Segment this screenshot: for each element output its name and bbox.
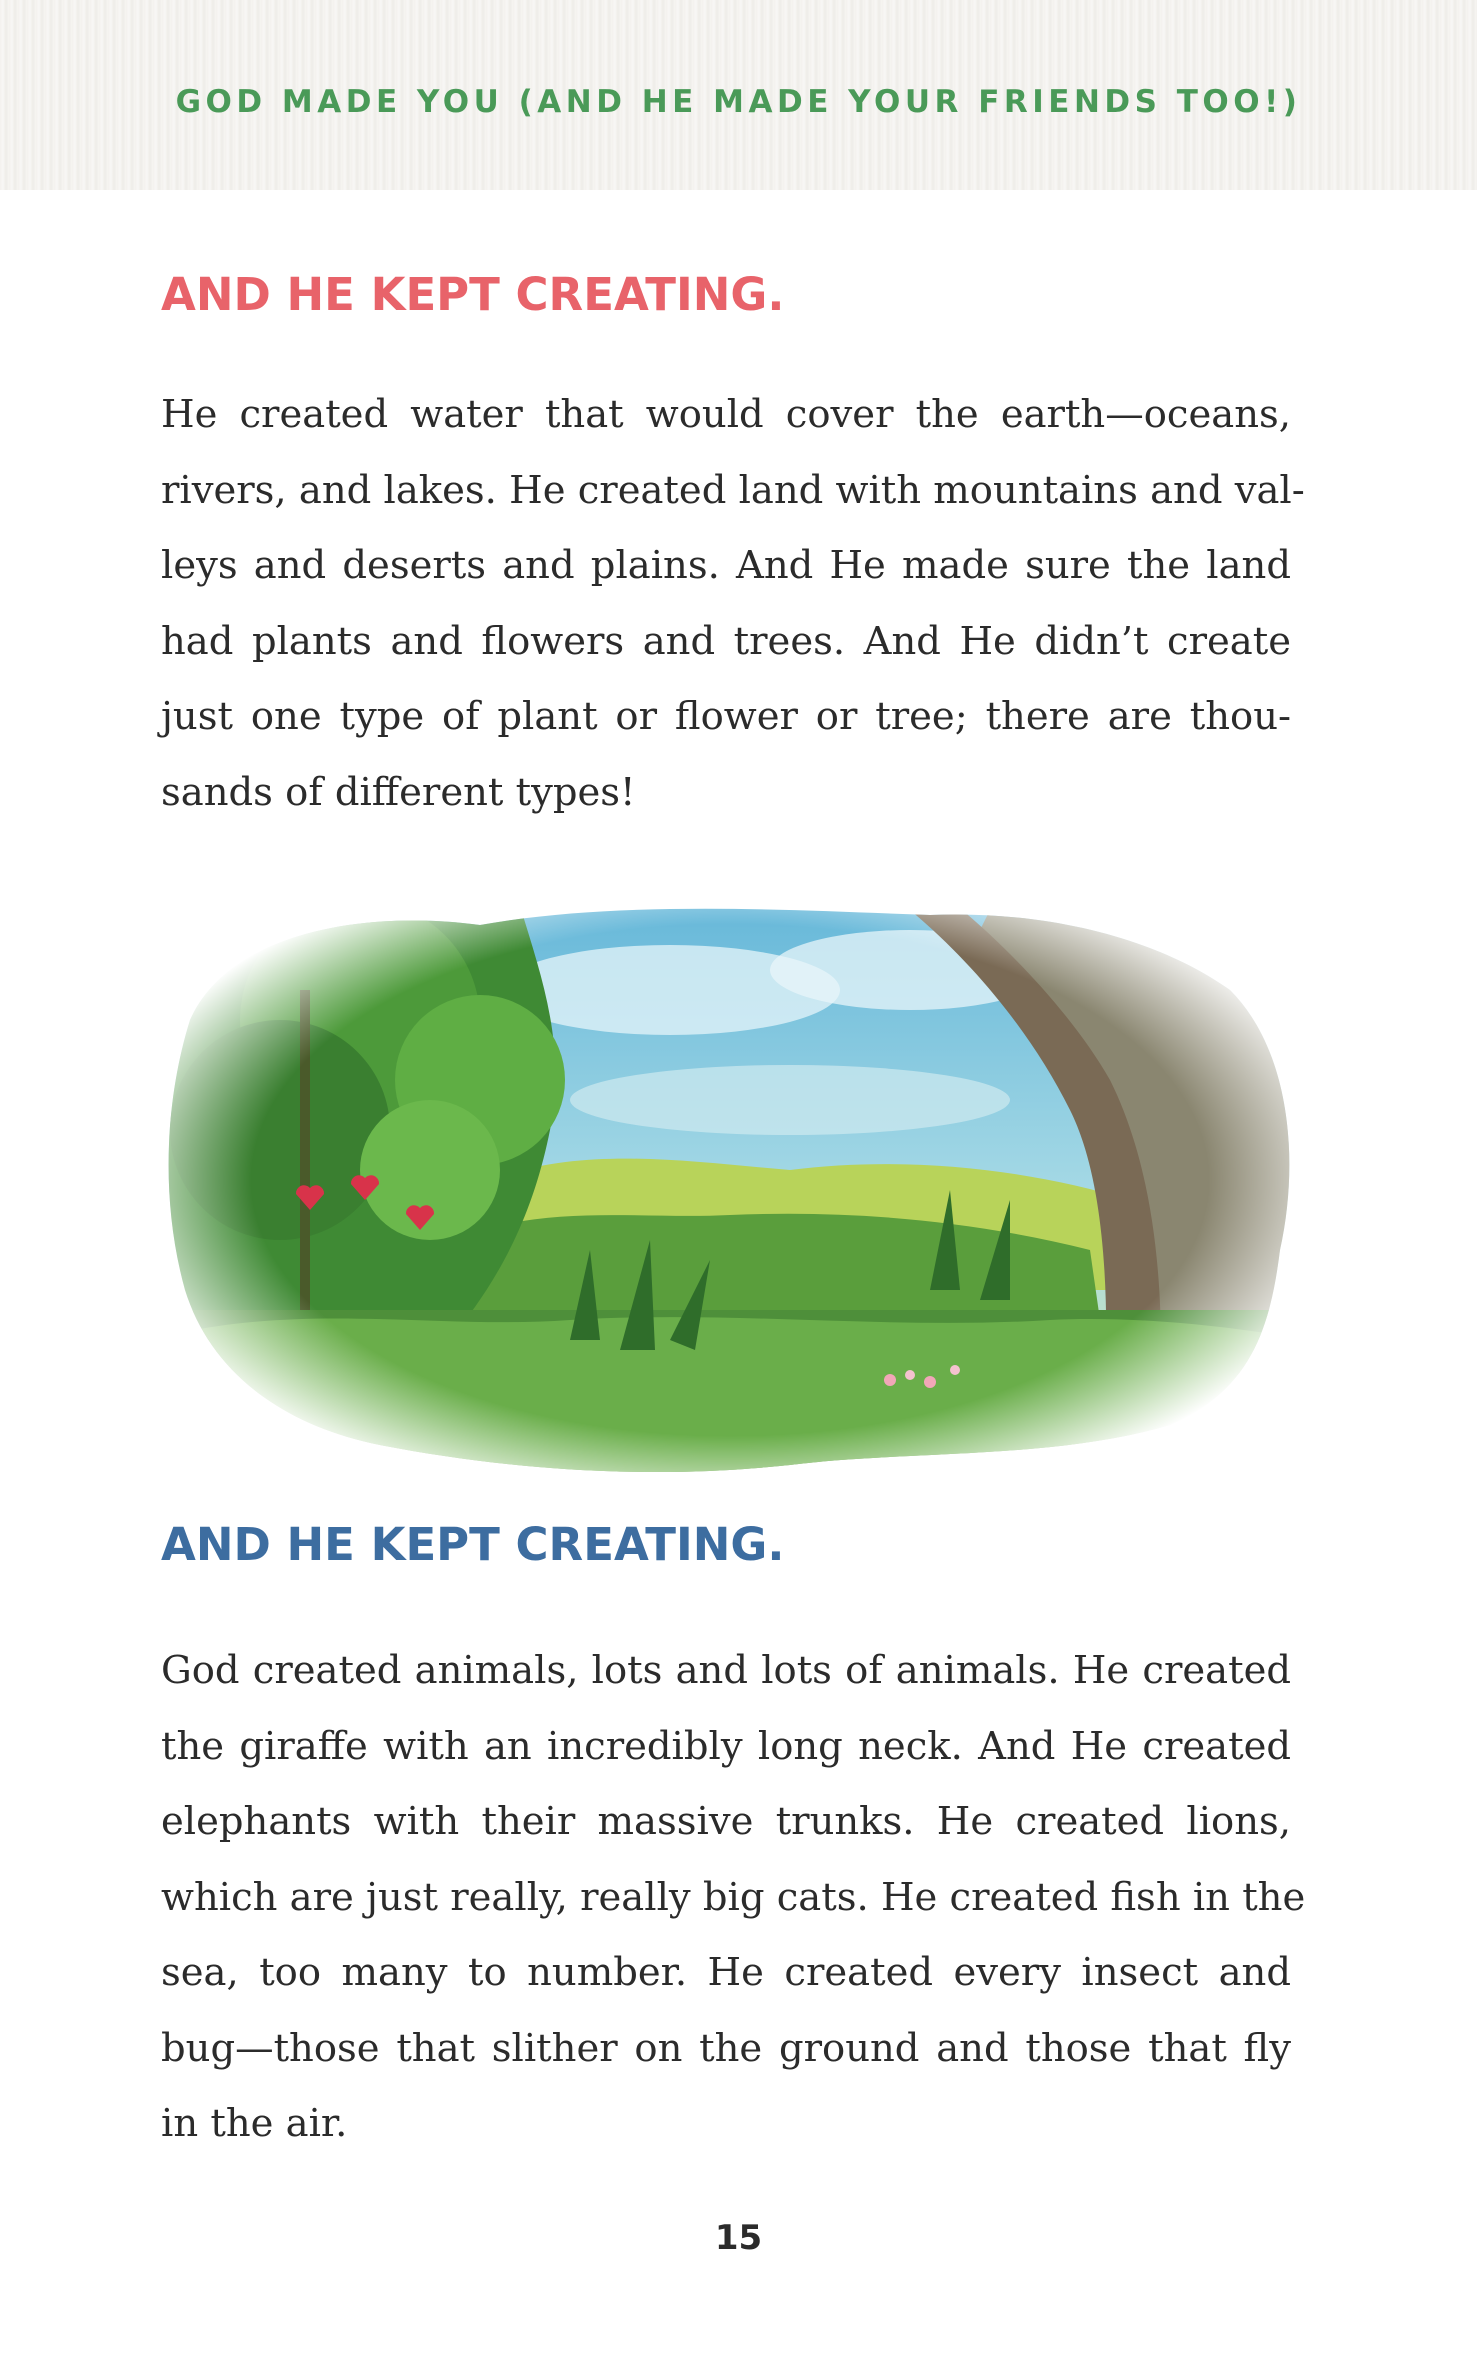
paragraph-line: bug—those that slither on the ground and those that fly (161, 2025, 1291, 2071)
paragraph-line: had plants and flowers and trees. And He didn’t create (161, 618, 1291, 664)
paragraph-land-and-plants (161, 377, 1305, 830)
paragraph-line: in the air. (161, 2101, 348, 2146)
paragraph-line: the giraffe with an incredibly long neck. And He created (161, 1723, 1291, 1769)
paragraph-line: He created water that would cover the earth—oceans, (161, 392, 1291, 437)
section-heading-land: AND HE KEPT CREATING. (161, 268, 785, 321)
paragraph-line: which are just really, really big cats. He created fish in the (161, 1874, 1306, 1920)
paragraph-animals (161, 1633, 1306, 2162)
running-head: GOD MADE YOU (AND HE MADE YOUR FRIENDS TOO!) (175, 84, 1302, 120)
paragraph-line: elephants with their massive trunks. He created lions, (161, 1799, 1291, 1844)
paragraph-line: just one type of plant or flower or tree; there are thou- (161, 694, 1291, 739)
page-number: 15 (714, 2218, 763, 2258)
paragraph-line: God created animals, lots and lots of animals. He created (161, 1648, 1291, 1693)
forest-landscape-illustration (150, 870, 1310, 1490)
paragraph-line: rivers, and lakes. He created land with mountains and val- (161, 467, 1305, 513)
paragraph-line: leys and deserts and plains. And He made sure the land (161, 543, 1291, 588)
paragraph-line: sea, too many to number. He created every insect and (161, 1950, 1291, 1995)
section-heading-animals: AND HE KEPT CREATING. (161, 1518, 785, 1571)
paragraph-line: sands of different types! (161, 769, 636, 815)
